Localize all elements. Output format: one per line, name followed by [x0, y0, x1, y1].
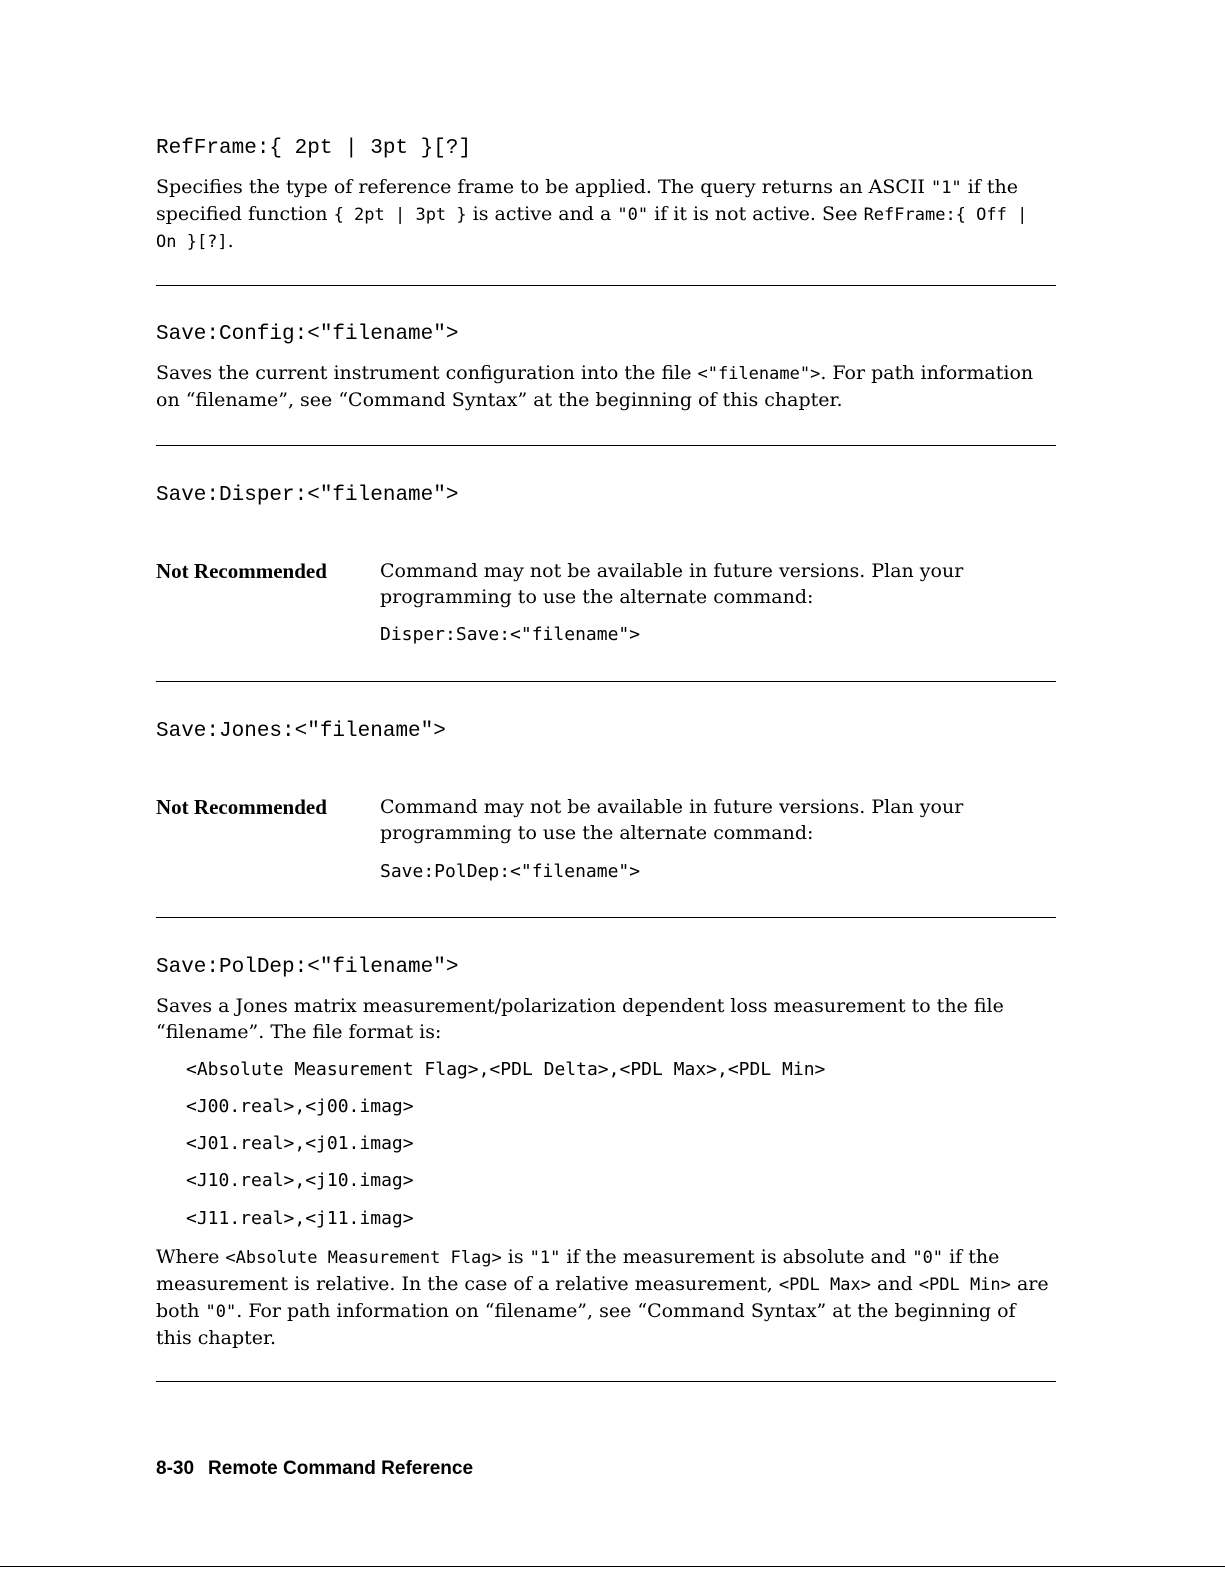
command-heading-save-disper: Save:Disper:<"filename">: [156, 484, 459, 507]
save-config-description: Saves the current instrument configuration into the file <"filename">. For path information on “filename”, see “Command Syntax” at the beginning of this chapter.: [156, 362, 1034, 411]
section-divider: [156, 285, 1056, 286]
section-divider: [156, 681, 1056, 682]
page-bottom-edge: [0, 1566, 1225, 1567]
command-heading-save-poldep: Save:PolDep:<"filename">: [156, 956, 459, 979]
refframe-description: Specifies the type of reference frame to be applied. The query returns an ASCII "1" if the specified function { 2pt | 3pt } is active and a "0" if it is not active. See RefFrame:{ Off | On }[?].: [156, 176, 1028, 252]
file-format-line: <J11.real>,<j11.imag>: [186, 1208, 414, 1229]
section-divider: [156, 1381, 1056, 1382]
save-poldep-description: Saves a Jones matrix measurement/polarization dependent loss measurement to the file “filename”. The file format is:: [156, 995, 1004, 1043]
section-divider: [156, 917, 1056, 918]
save-poldep-where-description: Where <Absolute Measurement Flag> is "1" if the measurement is absolute and "0" if the measurement is relative. In the case of a relative measurement, <PDL Max> and <PDL Min> are both "0". For path information on “filename”, see “Command Syntax” at the beginning of this chapter.: [156, 1246, 1049, 1349]
not-recommended-text: Command may not be available in future versions. Plan your programming to use the alternate command:: [380, 560, 964, 608]
command-heading-refframe: RefFrame:{ 2pt | 3pt }[?]: [156, 137, 472, 160]
page-footer: [156, 1458, 473, 1480]
alternate-command: Disper:Save:<"filename">: [380, 624, 641, 645]
not-recommended-text: Command may not be available in future versions. Plan your programming to use the alternate command:: [380, 796, 964, 844]
alternate-command: Save:PolDep:<"filename">: [380, 861, 641, 882]
not-recommended-label: Not Recommended: [156, 559, 327, 583]
file-format-line: <J10.real>,<j10.imag>: [186, 1170, 414, 1191]
command-heading-save-config: Save:Config:<"filename">: [156, 323, 459, 346]
command-heading-save-jones: Save:Jones:<"filename">: [156, 720, 446, 743]
page-number: 8-30: [156, 1458, 195, 1479]
file-format-line: <J01.real>,<j01.imag>: [186, 1133, 414, 1154]
file-format-line: <J00.real>,<j00.imag>: [186, 1096, 414, 1117]
file-format-line: <Absolute Measurement Flag>,<PDL Delta>,<PDL Max>,<PDL Min>: [186, 1059, 826, 1080]
chapter-title: Remote Command Reference: [208, 1458, 474, 1479]
not-recommended-label: Not Recommended: [156, 795, 327, 819]
section-divider: [156, 445, 1056, 446]
